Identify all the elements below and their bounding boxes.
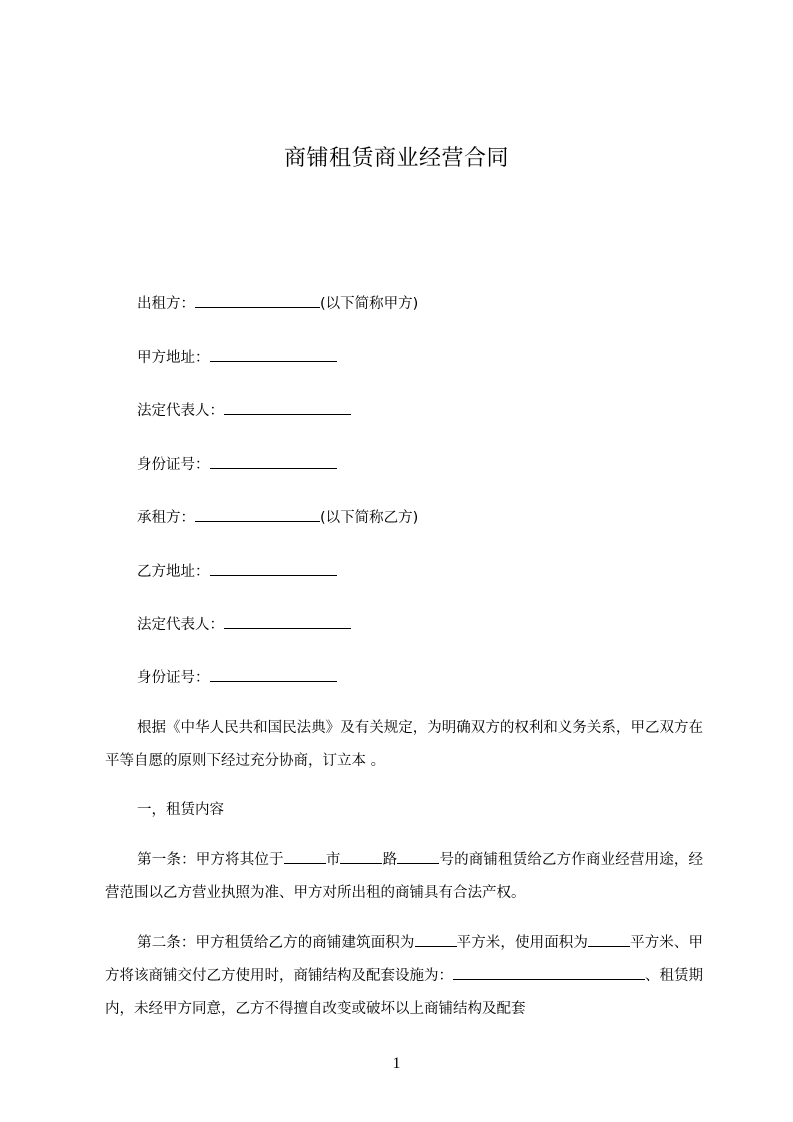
article-text: 市 xyxy=(325,852,341,868)
field-label: 身份证号： xyxy=(137,670,210,686)
field-label: 出租方： xyxy=(137,296,195,312)
blank-line xyxy=(210,454,337,469)
article-text: 第一条：甲方将其位于 xyxy=(137,852,284,868)
field-label: 甲方地址： xyxy=(137,350,210,366)
blank-line xyxy=(453,965,593,980)
field-suffix: (以下简称乙方) xyxy=(320,510,419,526)
blank-line xyxy=(397,849,439,864)
field-suffix: (以下简称甲方) xyxy=(320,296,419,312)
section-heading: 一，租赁内容 xyxy=(137,802,224,818)
blank-line xyxy=(210,667,337,682)
article-text: 路 xyxy=(382,852,398,868)
page-number: 1 xyxy=(392,1055,401,1072)
article-text: 、租赁期内，未经甲方同意，乙方不得擅自改变或破坏以上商铺结构及配套 xyxy=(105,968,703,1017)
party-b-representative-field xyxy=(137,613,351,634)
blank-line xyxy=(224,614,351,629)
party-a-representative-field xyxy=(137,399,351,420)
article-text: 第二条：甲方租赁给乙方的商铺建筑面积为 xyxy=(137,935,415,951)
party-b-id-field xyxy=(137,666,337,687)
blank-line xyxy=(340,849,382,864)
field-label: 承租方： xyxy=(137,510,195,526)
blank-line xyxy=(415,932,457,947)
party-a-id-field xyxy=(137,453,337,474)
blank-line xyxy=(195,293,320,308)
lessee-field xyxy=(137,506,418,527)
blank-line xyxy=(588,932,630,947)
party-b-address-field xyxy=(137,560,337,581)
blank-line xyxy=(195,507,320,522)
preamble-paragraph xyxy=(105,712,703,778)
field-label: 身份证号： xyxy=(137,457,210,473)
article-text: 平方米，使用面积为 xyxy=(456,935,588,951)
article-2-paragraph xyxy=(105,927,703,1026)
blank-line xyxy=(224,400,351,415)
article-1-paragraph xyxy=(105,844,703,910)
field-label: 乙方地址： xyxy=(137,564,210,580)
field-label: 法定代表人： xyxy=(137,617,224,633)
preamble-text: 根据《中华人民共和国民法典》及有关规定，为明确双方的权利和义务关系，甲乙双方在平等自愿的原则下经过充分协商，订立本 。 xyxy=(105,720,703,769)
blank-line xyxy=(593,965,645,980)
blank-line xyxy=(210,347,337,362)
blank-line xyxy=(210,561,337,576)
article-text: 号的商铺租赁给乙方作商业经营用途，经营范围以乙方营业执照为准、甲方对所出租的商铺具有合法产权。 xyxy=(105,852,704,901)
party-a-address-field xyxy=(137,346,337,367)
document-title: 商铺租赁商业经营合同 xyxy=(283,146,509,171)
article-text: 平方米、甲方将该商铺交付乙方使用时，商铺结构及配套设施为： xyxy=(105,935,703,984)
blank-line xyxy=(284,849,326,864)
lessor-field xyxy=(137,292,418,313)
field-label: 法定代表人： xyxy=(137,403,224,419)
